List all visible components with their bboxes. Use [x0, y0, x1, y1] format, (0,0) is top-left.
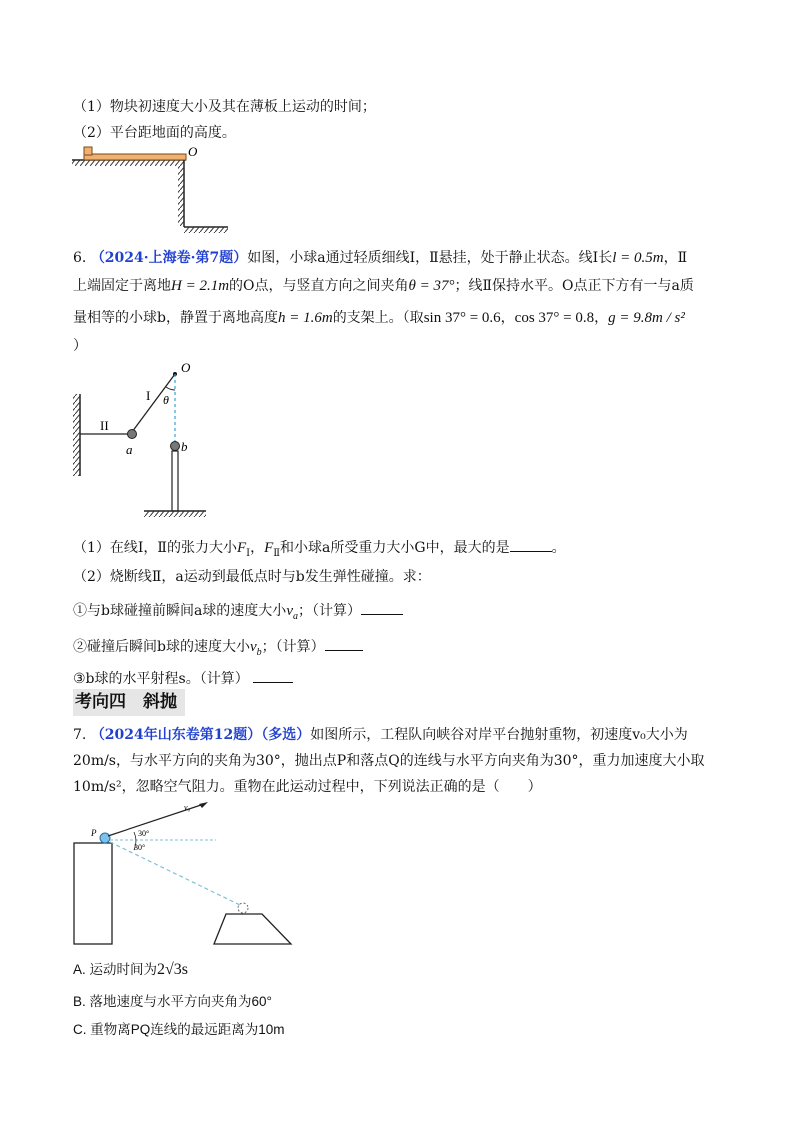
q6-l-expr: l = 0.5m — [612, 250, 664, 266]
q6-pendulum-figure — [70, 360, 220, 522]
q7-fig-angle2-label: 30° — [134, 843, 146, 852]
q6-H-expr: H = 2.1m — [171, 278, 230, 294]
q6-answer-blank-4[interactable] — [253, 668, 293, 683]
q6-cos-expr: cos 37° = 0.8 — [514, 310, 595, 326]
q6-vb-symbol: v — [249, 639, 257, 655]
q6-sub1-end: 。 — [551, 540, 566, 556]
q7-option-a-text: A. 运动时间为 — [73, 962, 158, 977]
q6-fig-b-label: b — [181, 439, 188, 454]
q6-item1-suffix: ；（计算） — [297, 603, 361, 619]
q6-sub1-text-b: 和小球a所受重力大小G中，最大的是 — [280, 540, 510, 556]
q6-item1-text: ①与b球碰撞前瞬间a球的速度大小 — [73, 603, 287, 619]
q6-stem-line-3: 量相等的小球b，静置于离地高度h = 1.6m的支架上。（取sin 37° = 0.6，cos 37° = 0.8，g = 9.8m / s² — [73, 310, 685, 326]
q6-vb-subscript: b — [256, 646, 262, 658]
q6-stem-text-3a: 量相等的小球b，静置于离地高度 — [73, 310, 278, 326]
q6-stem-text-1: 如图，小球a通过轻质细线Ⅰ，Ⅱ悬挂，处于静止状态。线Ⅰ长 — [247, 250, 613, 266]
q6-stem-text-2c: ；线Ⅱ保持水平。O点正下方有一与a质 — [454, 278, 694, 294]
q7-projectile-figure — [70, 798, 300, 950]
q6-theta-expr: θ = 37° — [408, 278, 455, 294]
q7-stem-line-3: 10m/s²，忽略空气阻力。重物在此运动过程中，下列说法正确的是（ ） — [73, 779, 542, 795]
q6-va-symbol: v — [286, 603, 293, 619]
q6-answer-blank-2[interactable] — [361, 600, 403, 615]
q6-sub-question-2: （2）烧断线Ⅱ，a运动到最低点时与b发生弹性碰撞。求： — [73, 569, 431, 585]
q6-sub1-text-a: （1）在线Ⅰ，Ⅱ的张力大小 — [73, 540, 237, 556]
q5-sub-question-1: （1）物块初速度大小及其在薄板上运动的时间； — [73, 99, 376, 115]
q6-stem-text-2a: 上端固定于离地 — [73, 278, 171, 294]
q6-item-1 — [73, 600, 403, 626]
q6-fig-line-i-label: I — [146, 388, 151, 403]
q6-stem-text-2b: 的O点，与竖直方向之间夹角 — [229, 278, 409, 294]
q7-option-a-math: 2√3s — [157, 961, 189, 978]
q6-item2-text: ②碰撞后瞬间b球的速度大小 — [73, 639, 250, 655]
q7-option-b[interactable]: B. 落地速度与水平方向夹角为60° — [73, 994, 272, 1009]
q7-option-a[interactable] — [73, 961, 188, 979]
q6-source: （2024·上海卷·第7题） — [90, 250, 248, 266]
q6-stem-end-1: ，Ⅱ — [663, 250, 688, 266]
q7-fig-angle1-label: 30° — [138, 829, 150, 838]
q6-item-2 — [73, 636, 363, 662]
q6-h-expr: h = 1.6m — [277, 310, 333, 326]
q7-option-c[interactable]: C. 重物离PQ连线的最远距离为10m — [73, 1022, 285, 1037]
q7-multi-tag: （多选） — [261, 727, 311, 743]
q6-F1-subscript: Ⅰ — [246, 547, 251, 559]
q6-fig-a-label: a — [126, 442, 133, 457]
q6-fig-o-label: O — [181, 360, 191, 375]
q6-answer-blank-3[interactable] — [325, 636, 363, 651]
q6-F2-symbol: F — [264, 540, 274, 556]
q7-number: 7. — [73, 727, 87, 743]
q6-sin-expr: sin 37° = 0.6 — [423, 310, 501, 326]
q7-fig-p-label: P — [91, 828, 97, 838]
q6-fig-theta-label: θ — [163, 393, 169, 407]
q6-g-expr: g = 9.8m / s² — [608, 310, 685, 326]
q5-sub-question-2: （2）平台距地面的高度。 — [73, 125, 236, 141]
q6-stem-text-3b: 的支架上。（取 — [332, 310, 424, 326]
q6-F1-symbol: F — [236, 540, 247, 556]
q6-number: 6. — [73, 250, 87, 266]
q6-F2-subscript: Ⅱ — [273, 547, 281, 559]
q7-stem-line-2: 20m/s，与水平方向的夹角为30°，抛出点P和落点Q的连线与水平方向夹角为30°，重力加速度大小取 — [73, 753, 705, 769]
q6-stem-line-1 — [73, 249, 687, 267]
q7-stem-line-1 — [73, 726, 688, 744]
q7-stem-text-1: 如图所示，工程队向峡谷对岸平台抛射重物，初速度v₀大小为 — [310, 727, 688, 743]
q6-va-subscript: a — [292, 610, 298, 622]
q5-point-o-label: O — [188, 144, 198, 159]
q6-answer-blank-1[interactable] — [510, 537, 552, 552]
q7-fig-v0-label: v₀ — [184, 803, 191, 812]
q6-stem-line-4: ） — [73, 338, 87, 354]
q7-source: （2024年山东卷第12题） — [90, 727, 262, 743]
q6-fig-line-ii-label: II — [100, 418, 109, 433]
q6-sub-question-1: （1）在线Ⅰ，Ⅱ的张力大小$F_Ⅰ$，$F_Ⅱ$和小球a所受重力大小G中，最大的是 。 — [73, 537, 566, 563]
q5-platform-figure — [70, 142, 230, 234]
q6-item2-suffix: ；（计算） — [261, 639, 325, 655]
q6-item-3 — [73, 668, 293, 688]
section-header: 考向四 斜抛 — [73, 689, 185, 716]
q6-stem-line-2 — [73, 277, 694, 295]
q6-item3-text: ③b球的水平射程s。（计算） — [73, 671, 249, 687]
